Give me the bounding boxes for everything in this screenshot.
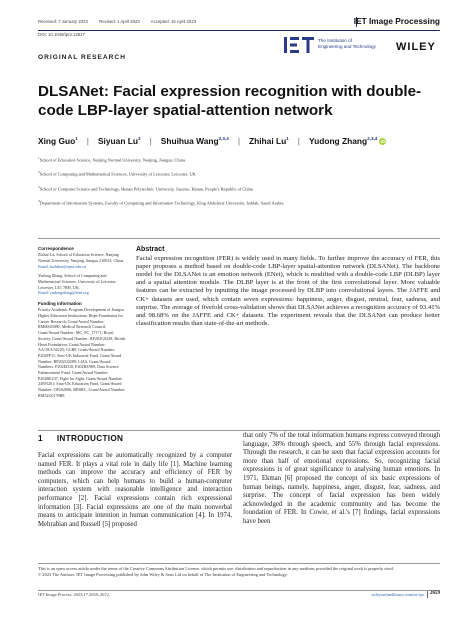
iet-logo-text xyxy=(318,38,376,49)
correspondence-author-1: Zhihai Lu, School of Education Science, Nanjing Normal University, Nanjing, Jiangsu 210023, China. xyxy=(38,252,125,263)
intro-left-column: Facial expressions can be automatically recognized by a computer named FER. It plays a vital role in daily life [1]. Machine learning methods can improve the accuracy and efficiency of FER by computers, which can help humans to build a human-computer interaction system with reasonable intelligence and interaction performance [2]. Facial expressions contain rich expressional information [3]. Facial expressions are one of the main nonverbal means to anticipate intention in human communication [4]. In 1974, Mehrabian and Russell [5] proposed xyxy=(38,452,232,528)
footnote-rule xyxy=(38,563,440,564)
revised-date: Revised: 1 April 2023 xyxy=(99,19,140,24)
correspondence-heading: Correspondence xyxy=(38,246,74,251)
affiliation-1: $^1$School of Education Science, Nanjing Normal University, Nanjing, Jiangsu, China xyxy=(38,156,185,163)
correspondence-email-1[interactable]: Email: luzhihai@njnu.edu.cn xyxy=(38,263,86,269)
affiliation-4: $^4$Department of Information Systems, Faculty of Computing and Information Technology, King Abdulaziz University, Jeddah, Saudi Arabia xyxy=(38,198,284,206)
author-4[interactable]: Zhihai Lu$^1$ xyxy=(249,136,289,146)
correspondence-author-2: Yudong Zhang, School of Computing and Mathematical Sciences, University of Leicester, Leicester, LE1 7RH, UK. xyxy=(38,273,117,290)
correspondence-email-2[interactable]: Email: yudongzhang@ieee.org xyxy=(38,290,89,296)
footer-rule xyxy=(38,590,440,591)
header-bar xyxy=(38,17,440,31)
header-rule xyxy=(38,30,440,31)
article-type: ORIGINAL RESEARCH xyxy=(38,54,126,61)
iet-logo-line1: The Institution of xyxy=(318,38,352,43)
author-2[interactable]: Siyuan Lu$^3$ xyxy=(97,136,141,146)
citation: IET Image Process. 2023;17:2659–2672. xyxy=(38,592,110,597)
affiliation-2: $^2$School of Computing and Mathematical Sciences, University of Leicester, Leicester, UK xyxy=(38,170,196,177)
page-number: 2659 xyxy=(430,591,440,596)
doi[interactable]: DOI: 10.1049/ipr2.12817 xyxy=(38,32,86,37)
intro-divider xyxy=(38,430,440,431)
iet-logo-icon xyxy=(284,37,314,53)
author-list xyxy=(38,136,448,146)
funding-block xyxy=(38,301,126,398)
sidebar xyxy=(38,246,126,404)
author-separator: | xyxy=(86,136,89,146)
funding-text: Priority Academic Program Development of Jiangsu Higher Education Institutions; Hope Foundation for Cancer Research, Grant/Award Number: RM60G0680; Medical Research Council, Grant/Award Number: MC_PC_17171; Royal Society, Grant/Award Number: RP202G0230; British Heart Foundation, Grant/Award Number: AA/18/3/34220; GCRF, Grant/Award Number: P202PF11; Sino-UK Industrial Fund, Grant/Award Number: RP202G0289; LIAS, Grant/Award Numbers: P202ED10, P202RE969; Data Science Enhancement Fund, Grant/Award Number: P202RE237; Fight for Sight, Grant/Award Number: 24NN201; Sino-UK Education Fund, Grant/Award Number: OP202006; BBSRC, Grant/Award Number: RM32G0178B8 xyxy=(38,307,126,398)
orcid-icon[interactable]: iD xyxy=(380,139,386,144)
journal-name: IET Image Processing xyxy=(353,16,440,26)
author-separator: | xyxy=(297,136,300,146)
affiliations xyxy=(38,155,448,212)
intro-right-column: that only 7% of the total information humans express conveyed through language, 38% through speech, and 55% through facial expressions. Through the research, it can be seen that facial expression accounts for more than half of emotional expressions. So, recognizing facial expressions is of great significance to analysing human emotions. In 1971, Ekman [6] proposed the concept of six basic expressions of human beings, namely, happiness, anger, disgust, fear, sadness, and surprise. The concept of facial expression has been widely acknowledged in the academic community and has become the foundation of FER. In Cowie, et al.'s [7] findings, facial expressions have been xyxy=(243,432,440,525)
paper-title: DLSANet: Facial expression recognition with double-code LBP-layer spatial-attention network xyxy=(38,83,422,119)
iet-logo xyxy=(284,36,376,54)
copyright-text: © 2023 The Authors. IET Image Processing published by John Wiley & Sons Ltd on behalf of The Institution of Engineering and Technology. xyxy=(38,572,288,578)
abstract-text: Facial expression recognition (FER) is widely used in many fields. To further improve the accuracy of FER, this paper proposes a method based on double-code LBP-layer spatial-attention network (DLSANet). The backbone model for the DLSANet is an emotion network (ENet), which is modified with a double-code LBP (DLBP) layer and a spatial attention module. The DLBP layer is at the front of the first convolutional layer. More valuable features can be extracted by inputting the image processed by DLBP into convolutional layers. The JAFFE and CK+ datasets are used, which contain seven expressions: happiness, anger, disgust, neutral, fear, sadness, and surprise. The average of fivefold cross-validation shows that DLSANet achieves a recognition accuracy of 93.41% and 98.68% on the JAFFE and CK+ datasets. The experiment reveals that the DLSANet can produce better classification results than state-of-the-art methods. xyxy=(136,254,440,328)
author-3[interactable]: Shuihua Wang$^{2,3,4}$ xyxy=(160,136,229,146)
accepted-date: Accepted: 15 April 2023 xyxy=(150,19,197,24)
author-separator: | xyxy=(149,136,152,146)
abstract xyxy=(136,246,440,328)
author-5[interactable]: Yudong Zhang$^{2,3,4}$iD xyxy=(308,136,386,146)
iet-logo-line2: Engineering and Technology xyxy=(318,43,376,49)
abstract-heading: Abstract xyxy=(136,246,165,253)
received-date: Received: 7 January 2023 xyxy=(38,19,88,24)
wiley-logo: WILEY xyxy=(396,41,436,53)
article-dates xyxy=(38,19,206,24)
license-footnote xyxy=(38,566,440,578)
funding-heading: Funding information xyxy=(38,301,82,307)
section-title: INTRODUCTION xyxy=(56,434,124,443)
section-divider xyxy=(38,238,440,239)
author-1[interactable]: Xing Guo$^1$ xyxy=(38,136,78,146)
journal-url[interactable]: wileyonlinelibrary.com/iet-ipr xyxy=(371,592,424,597)
section-number: 1 xyxy=(38,434,43,443)
license-text: This is an open access article under the terms of the Creative Commons Attribution License, which permits use, distribution and reproduction in any medium, provided the original work is properly cited. xyxy=(38,566,394,571)
correspondence-block xyxy=(38,246,126,296)
author-separator: | xyxy=(237,136,240,146)
footer-divider xyxy=(427,591,428,598)
affiliation-3: $^3$School of Computer Science and Technology, Henan Polytechnic University, Jiaozuo, Henan, People's Republic of China xyxy=(38,184,253,191)
section-heading xyxy=(38,434,123,443)
